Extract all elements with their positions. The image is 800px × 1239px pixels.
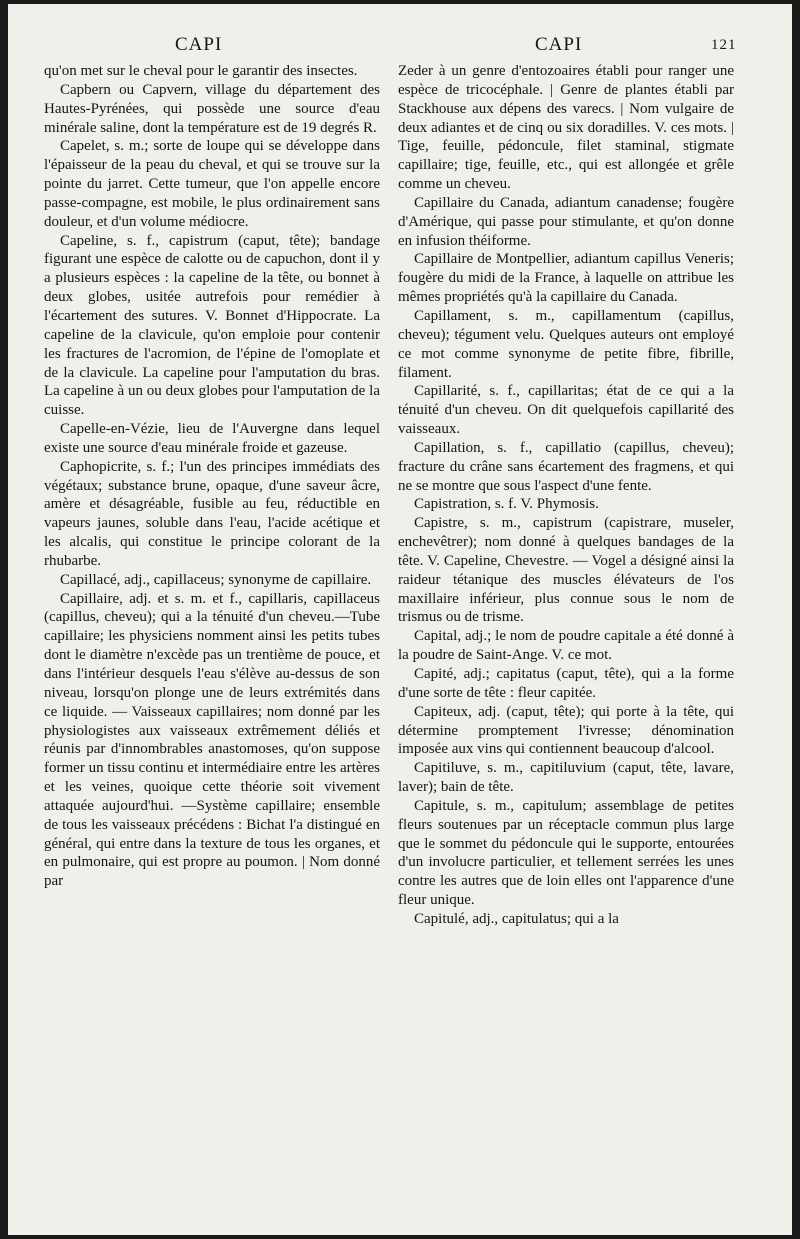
dictionary-entry: Capillaire de Montpellier, adiantum capillus Veneris; fougère du midi de la France, à laquelle on attribue les mêmes propriétés qu'à la capillaire du Canada. <box>398 251 734 306</box>
running-head-right: CAPI <box>535 34 583 55</box>
dictionary-entry: Capité, adj.; capitatus (caput, tête), qui a la forme d'une sorte de tête : fleur capitée. <box>398 666 734 701</box>
dictionary-entry: Capelet, s. m.; sorte de loupe qui se développe dans l'épaisseur de la peau du cheval, et qui se trouve sur la pointe du jarret. Cette tumeur, que l'on appelle encore passe-compagne, est mobile, le plus ordinairement sans douleur, et d'un volume médiocre. <box>44 138 380 230</box>
dictionary-entry: Capitule, s. m., capitulum; assemblage de petites fleurs soutenues par un réceptacle commun plus large que le sommet du pédoncule qui le supporte, entourées d'un involucre particulier, et tellement serrées les unes contre les autres que de loin elles ont l'apparence d'une fleur unique. <box>398 797 734 909</box>
dictionary-entry: Capeline, s. f., capistrum (caput, tête); bandage figurant une espèce de calotte ou de capuchon, dont il y a plusieurs espèces : la capeline de la tête, ou bonnet à deux globes, usitée autrefois pour remédier à l'écartement des sutures. V. Bonnet d'Hippocrate. La capeline de la clavicule, qu'on emploie pour contenir les fractures de l'acromion, de l'épine de l'omoplate et de la clavicule. La capeline pour l'amputation du bras. La capeline à un ou deux globes pour l'amputation de la cuisse. <box>44 232 380 419</box>
dictionary-entry: Capistre, s. m., capistrum (capistrare, museler, enchevêtrer); nom donné à quelques bandages de la tête. V. Capeline, Chevestre. — Vogel a désigné ainsi la raideur tétanique des muscles élévateurs de l'os maxillaire inférieur, plus connue sous le nom de trismus ou de trisme. <box>398 515 734 626</box>
dictionary-entry: Capistration, s. f. V. Phymosis. <box>414 496 599 513</box>
dictionary-entry: Capital, adj.; le nom de poudre capitale a été donné à la poudre de Saint-Ange. V. ce mot. <box>398 628 734 664</box>
dictionary-entry: Capillacé, adj., capillaceus; synonyme de capillaire. <box>60 571 372 588</box>
dictionary-entry: Capiteux, adj. (caput, tête); qui porte à la tête, qui détermine promptement l'ivresse; dénomination imposée aux vins qui contiennent beaucoup d'alcool. <box>398 703 734 758</box>
dictionary-entry: Capillaire du Canada, adiantum canadense; fougère d'Amérique, qui passe pour stimulante, et qu'on donne en infusion théiforme. <box>398 194 734 249</box>
dictionary-entry: qu'on met sur le cheval pour le garantir des insectes. <box>44 63 358 79</box>
dictionary-entry: Capbern ou Capvern, village du département des Hautes-Pyrénées, qui possède une source d'eau minérale saline, dont la température est de 19 degrés R. <box>44 81 380 136</box>
dictionary-entry: Capelle-en-Vézie, lieu de l'Auvergne dans lequel existe une source d'eau minérale froide et gazeuse. <box>44 421 380 456</box>
book-page <box>8 4 792 1235</box>
right-column <box>398 62 734 929</box>
dictionary-entry: Capillarité, s. f., capillaritas; état de ce qui a la ténuité d'un cheveu. On dit quelquefois capillarité des vaisseaux. <box>398 383 734 438</box>
page-number: 121 <box>711 37 737 53</box>
dictionary-entry: Capillaire, adj. et s. m. et f., capillaris, capillaceus (capillus, cheveu); qui a la ténuité d'un cheveu.—Tube capillaire; les physiciens nomment ainsi les petits tubes dont le diamètre n'excède pas un trentième de pouce, et dans l'intérieur desquels l'eau s'élève au-dessus de son niveau, lorsqu'on plonge une de leurs extrémités dans ce liquide. — Vaisseaux capillaires; nom donné par les physiologistes aux vaisseaux extrêmement déliés et réunis par d'innombrables anastomoses, qu'on suppose former un tissu continu et intermédiaire entre les artères et les veines, quoique cette théorie soit vivement attaquée aujourd'hui. —Système capillaire; ensemble de tous les vaisseaux précédens : Bichat l'a distingué en général, qui entre dans la texture de tous les organes, et en pulmonaire, qui est propre au poumon. | Nom donné par <box>44 590 380 890</box>
running-head-left: CAPI <box>175 34 223 55</box>
left-column <box>44 62 380 891</box>
dictionary-entry: Zeder à un genre d'entozoaires établi pour ranger une espèce de tricocéphale. | Genre de plantes établi par Stackhouse aux dépens des varecs. | Nom vulgaire de deux adiantes et de cinq ou six doradilles. V. ces mots. | Tige, feuille, pédoncule, filet staminal, stigmate capillaire; tige, feuille, etc., qui est allongée et grêle comme un cheveu. <box>398 63 734 193</box>
dictionary-entry: Capitiluve, s. m., capitiluvium (caput, tête, lavare, laver); bain de tête. <box>398 760 734 796</box>
dictionary-entry: Caphopicrite, s. f.; l'un des principes immédiats des végétaux; substance brune, opaque, d'une saveur âcre, amère et désagréable, fusible au feu, réductible en vapeurs jaunes, soluble dans l'eau, l'acide acétique et les alcalis, qui constitue le principe colorant de la rhubarbe. <box>44 458 380 569</box>
dictionary-entry: Capitulé, adj., capitulatus; qui a la <box>414 910 619 927</box>
dictionary-entry: Capillation, s. f., capillatio (capillus, cheveu); fracture du crâne sans écartement des fragmens, et qui ne se montre que sous l'aspect d'une fente. <box>398 439 734 494</box>
running-head <box>8 34 792 58</box>
dictionary-entry: Capillament, s. m., capillamentum (capillus, cheveu); tégument velu. Quelques auteurs ont employé ce mot comme synonyme de petite fibre, fibrille, filament. <box>398 307 734 381</box>
